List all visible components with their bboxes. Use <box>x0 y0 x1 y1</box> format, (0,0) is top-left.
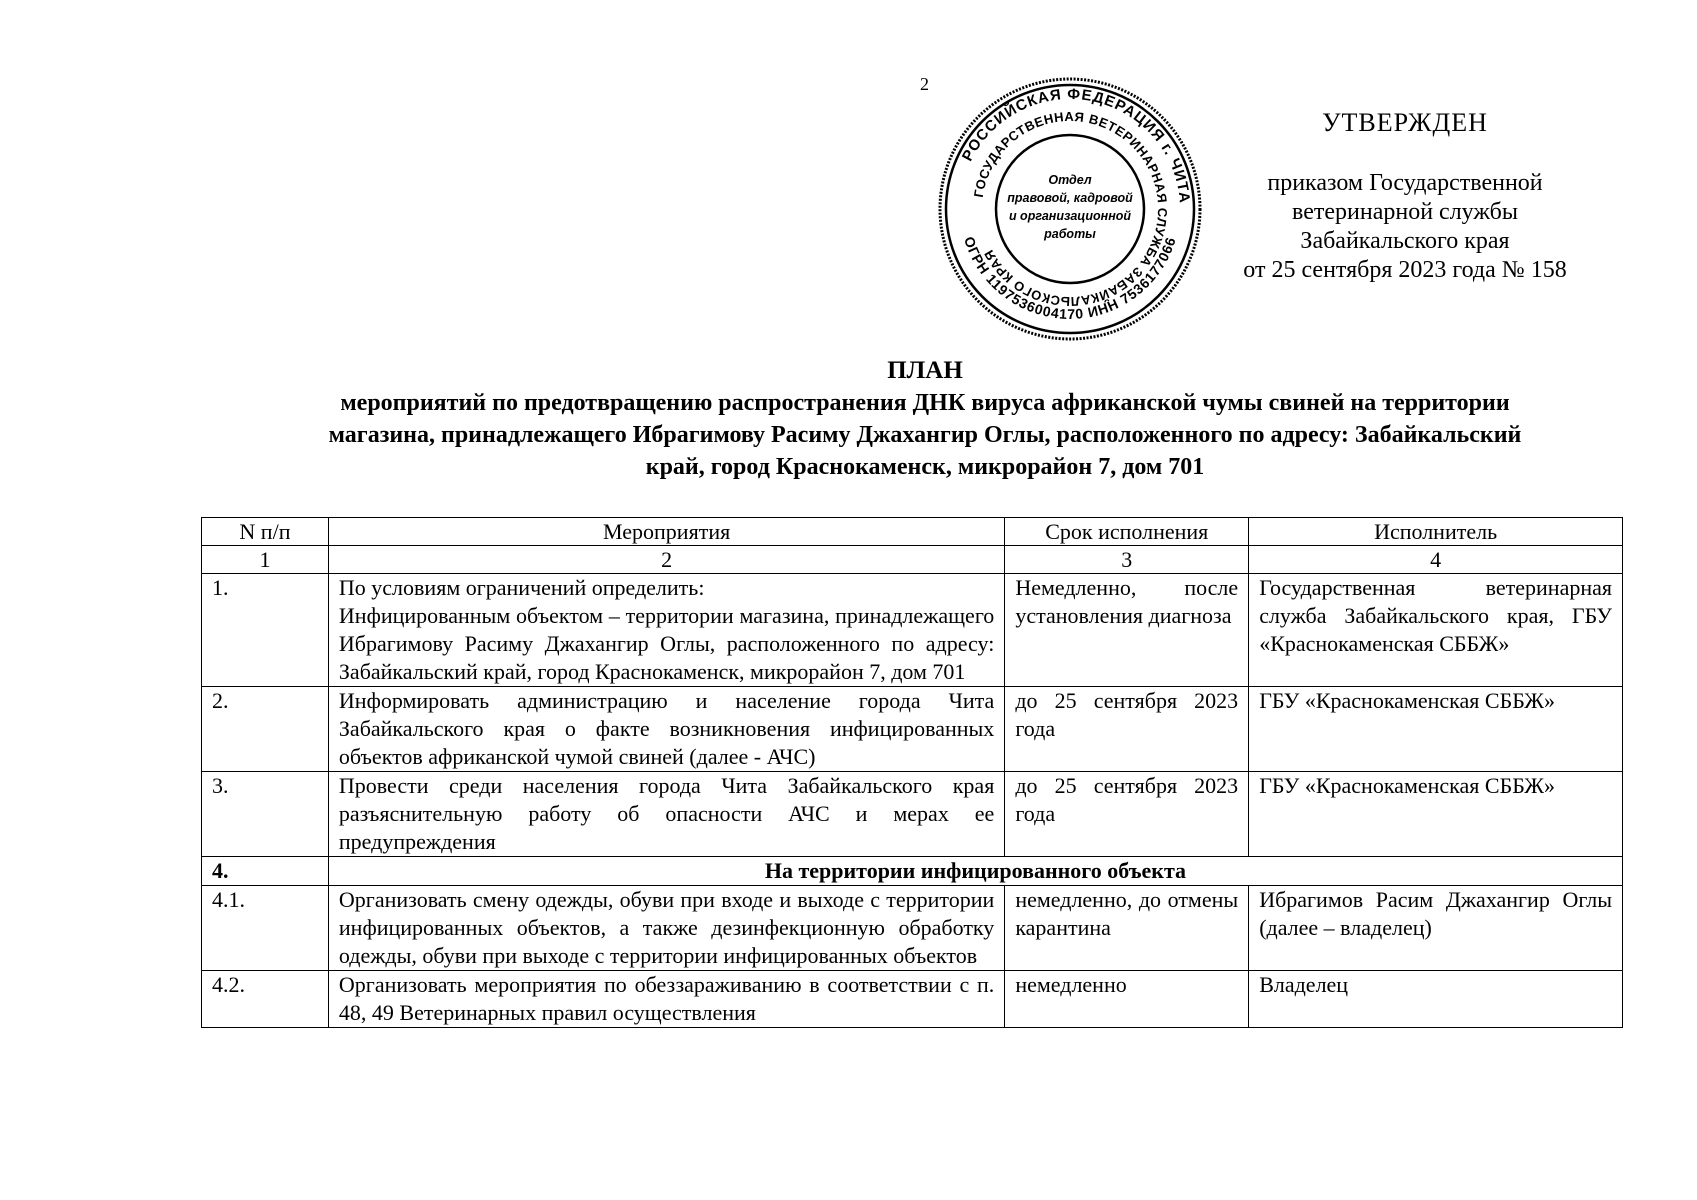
activity-line: Провести среди населения города Чита Забайкальского края разъяснительную работу об опасности АЧС и мерах ее предупреждения <box>338 773 995 854</box>
activity-cell <box>328 687 1004 772</box>
approval-line-2: ветеринарной службы <box>1292 199 1518 225</box>
executor-cell: ГБУ «Краснокаменская СББЖ» <box>1249 772 1623 857</box>
executor-cell: Владелец <box>1249 971 1623 1028</box>
approval-line-4: от 25 сентября 2023 года № 158 <box>1243 257 1567 283</box>
column-number-cell: 1 <box>202 546 329 574</box>
approved-heading: УТВЕРЖДЕН <box>1322 108 1488 137</box>
table-row <box>202 886 1623 971</box>
column-number-cell: 4 <box>1249 546 1623 574</box>
seal-center-line-1: Отдел <box>1048 173 1092 187</box>
header-cell: Мероприятия <box>328 518 1004 546</box>
row-number: 4.2. <box>202 971 329 1028</box>
section-number: 4. <box>202 857 329 886</box>
plan-table <box>201 517 1623 1028</box>
activity-line: Инфицированным объектом – территории магазина, принадлежащего Ибрагимову Расиму Джахангир Оглы, расположенного по адресу: Забайкальский край, город Краснокаменск, микрорайон 7, дом 701 <box>338 603 995 684</box>
deadline-cell: до 25 сентября 2023 года <box>1005 772 1249 857</box>
activity-cell: Организовать смену одежды, обуви при входе и выходе с территории инфицированных объектов, а также дезинфекционную обработку одежды, обуви при выходе с территории инфицированных объектов <box>328 886 1004 971</box>
seal-center-line-4: работы <box>1044 227 1096 241</box>
activity-line: Информировать администрацию и население города Чита Забайкальского края о факте возникновения инфицированных объектов африканской чумой свиней (далее - АЧС) <box>338 688 995 769</box>
deadline-cell: немедленно <box>1005 971 1249 1028</box>
approval-line-3: Забайкальского края <box>1300 228 1510 254</box>
seal-center-line-3: и организационной <box>1008 209 1132 223</box>
page-number: 2 <box>920 74 929 94</box>
table-row <box>202 574 1623 687</box>
header-cell: Исполнитель <box>1249 518 1623 546</box>
column-number-cell: 2 <box>328 546 1004 574</box>
activity-cell <box>328 574 1004 687</box>
header-cell: Срок исполнения <box>1005 518 1249 546</box>
seal-outer-text: РОССИЙСКАЯ ФЕДЕРАЦИЯ г. ЧИТА <box>958 85 1193 205</box>
seal-center-line-2: правовой, кадровой <box>1007 191 1133 205</box>
executor-cell: Государственная ветеринарная служба Забайкальского края, ГБУ «Краснокаменская СББЖ» <box>1249 574 1623 687</box>
table-row <box>202 772 1623 857</box>
header-cell: N п/п <box>202 518 329 546</box>
row-number: 3. <box>202 772 329 857</box>
plan-title-block <box>200 355 1650 483</box>
seal-inner-text: ГОСУДАРСТВЕННАЯ ВЕТЕРИНАРНАЯ СЛУЖБА ЗАБАЙКАЛЬСКОГО КРАЯ <box>970 108 1171 310</box>
deadline-cell: немедленно, до отмены карантина <box>1005 886 1249 971</box>
executor-cell: ГБУ «Краснокаменская СББЖ» <box>1249 687 1623 772</box>
row-number: 4.1. <box>202 886 329 971</box>
deadline-cell: до 25 сентября 2023 года <box>1005 687 1249 772</box>
row-number: 1. <box>202 574 329 687</box>
section-row <box>202 857 1623 886</box>
executor-cell: Ибрагимов Расим Джахангир Оглы (далее – владелец) <box>1249 886 1623 971</box>
plan-title: ПЛАН <box>887 357 963 384</box>
deadline-cell: Немедленно, после установления диагноза <box>1005 574 1249 687</box>
row-number: 2. <box>202 687 329 772</box>
column-number-row <box>202 546 1623 574</box>
activity-line: По условиям ограничений определить: <box>338 575 705 600</box>
table-header-row <box>202 518 1623 546</box>
seal-ids-text: ОГРН 1197536004170 ИНН 7536177066 <box>961 234 1179 323</box>
section-title: На территории инфицированного объекта <box>328 857 1622 886</box>
table-row <box>202 971 1623 1028</box>
plan-subtitle-line-3: край, город Краснокаменск, микрорайон 7, дом 701 <box>645 454 1205 480</box>
column-number-cell: 3 <box>1005 546 1249 574</box>
official-seal-stamp <box>937 76 1203 342</box>
approval-block <box>1195 108 1615 285</box>
activity-cell: Организовать мероприятия по обеззараживанию в соответствии с п. 48, 49 Ветеринарных правил осуществления <box>328 971 1004 1028</box>
approval-line-1: приказом Государственной <box>1267 170 1543 196</box>
plan-subtitle-line-1: мероприятий по предотвращению распространения ДНК вируса африканской чумы свиней на территории <box>340 390 1510 416</box>
plan-subtitle-line-2: магазина, принадлежащего Ибрагимову Расиму Джахангир Оглы, расположенного по адресу: Забайкальский <box>328 422 1522 448</box>
activity-cell <box>328 772 1004 857</box>
table-row <box>202 687 1623 772</box>
